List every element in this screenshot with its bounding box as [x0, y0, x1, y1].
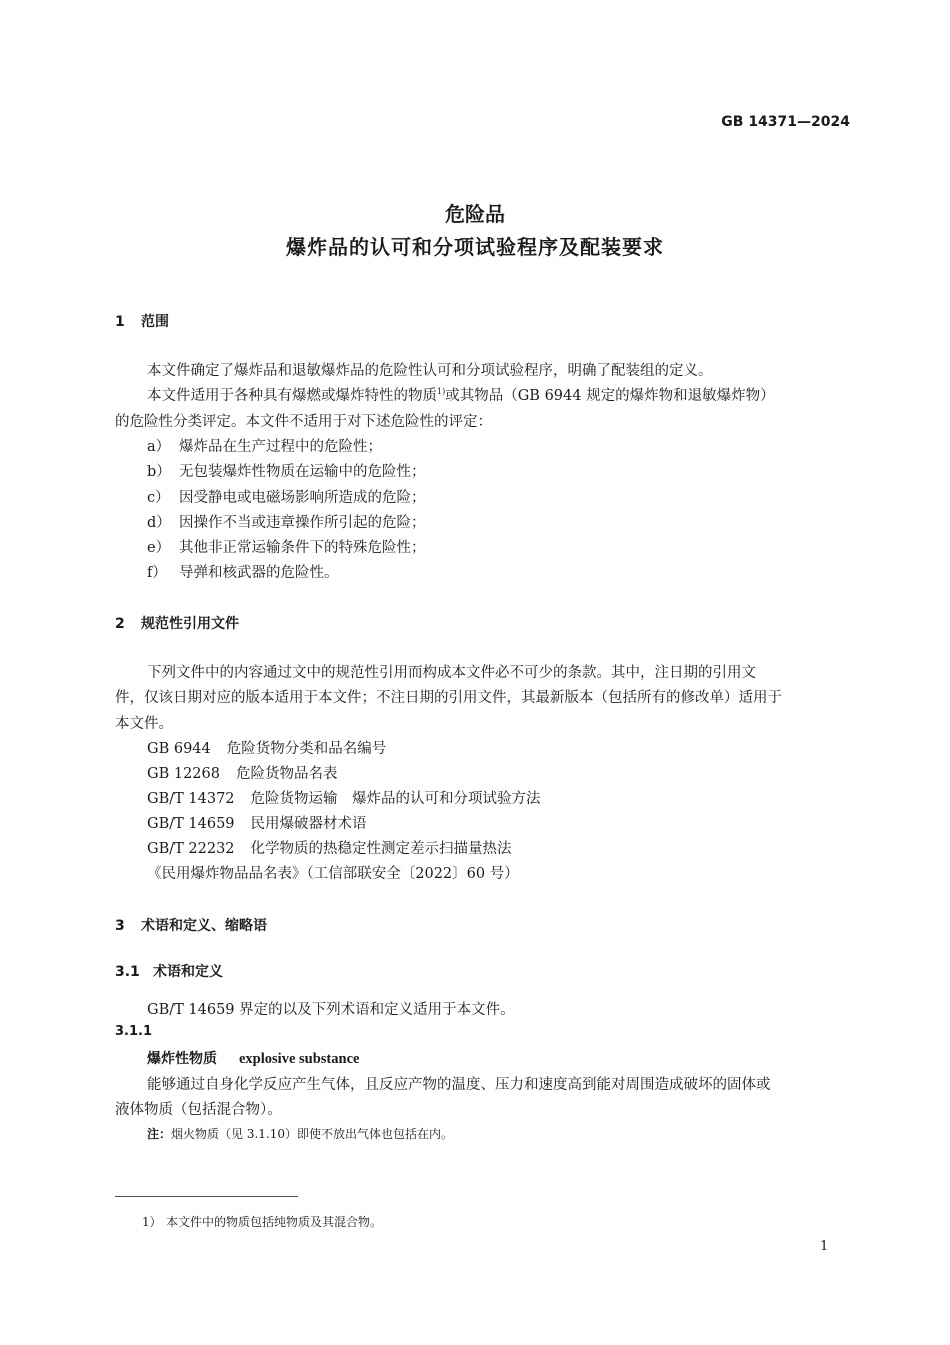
subsection-title: 术语和定义: [153, 964, 223, 980]
term-en: explosive substance: [239, 1051, 360, 1067]
section-2-heading: [115, 613, 239, 633]
list-label: f）: [147, 565, 167, 581]
reference-title: 化学物质的热稳定性测定差示扫描量热法: [250, 841, 512, 857]
subsection-heading: [115, 961, 223, 981]
reference-code: GB 12268: [147, 766, 220, 782]
paragraph: [147, 384, 775, 405]
list-text: 无包装爆炸性物质在运输中的危险性；: [179, 464, 426, 480]
section-title: 术语和定义、缩略语: [141, 918, 267, 934]
reference-code: GB/T 14659: [147, 816, 235, 832]
list-item: [147, 511, 426, 532]
list-item: [147, 561, 339, 582]
footnote-text: 本文件中的物质包括纯物质及其混合物。: [166, 1215, 383, 1229]
list-item: [147, 460, 426, 481]
footnote: [142, 1213, 382, 1230]
page-number: 1: [820, 1239, 829, 1254]
reference-code: GB/T 22232: [147, 841, 235, 857]
reference-item: [147, 787, 541, 808]
footnote-mark: 1）: [142, 1215, 162, 1229]
reference-item: [147, 762, 337, 783]
list-item: [147, 536, 426, 557]
reference-item: [147, 837, 512, 858]
term-heading: [147, 1048, 359, 1068]
term-number: 3.1.1: [115, 1024, 153, 1039]
section-title: 范围: [141, 314, 169, 330]
paragraph: 下列文件中的内容通过文中的规范性引用而构成本文件必不可少的条款。其中，注日期的引用文: [147, 665, 756, 681]
section-title: 规范性引用文件: [141, 616, 239, 632]
text: 或其物品（GB 6944 规定的爆炸物和退敏爆炸物）: [445, 388, 775, 404]
section-1-heading: [115, 311, 169, 331]
list-item: [147, 435, 382, 456]
reference-item: 《民用爆炸物品品名表》（工信部联安全〔2022〕60 号）: [147, 866, 519, 882]
text: 本文件适用于各种具有爆燃或爆炸特性的物质: [147, 388, 437, 404]
paragraph-continuation: 件，仅该日期对应的版本适用于本文件；不注日期的引用文件，其最新版本（包括所有的修改单）适用于: [115, 690, 782, 706]
reference-item: [147, 812, 367, 833]
list-text: 爆炸品在生产过程中的危险性；: [179, 439, 382, 455]
list-label: c）: [147, 490, 170, 506]
reference-title: 危险货物运输 爆炸品的认可和分项试验方法: [250, 791, 541, 807]
reference-code: GB 6944: [147, 741, 211, 757]
list-label: b）: [147, 464, 171, 480]
list-text: 其他非正常运输条件下的特殊危险性；: [179, 540, 426, 556]
section-3-heading: [115, 915, 267, 935]
reference-item: [147, 737, 386, 758]
reference-title: 民用爆破器材术语: [250, 816, 367, 832]
list-item: [147, 486, 426, 507]
reference-title: 危险货物分类和品名编号: [226, 741, 387, 757]
footnote-separator: [115, 1196, 298, 1197]
paragraph-continuation: 本文件。: [115, 716, 173, 732]
footnote-ref: 1): [437, 387, 446, 396]
note-label: 注：: [147, 1127, 172, 1141]
paragraph-continuation: 的危险性分类评定。本文件不适用于对下述危险性的评定：: [115, 414, 492, 430]
list-text: 因操作不当或违章操作所引起的危险；: [179, 515, 426, 531]
section-number: 3: [115, 918, 125, 934]
note-text: 烟火物质（见 3.1.10）即使不放出气体也包括在内。: [171, 1127, 453, 1141]
paragraph: GB/T 14659 界定的以及下列术语和定义适用于本文件。: [147, 1002, 515, 1018]
reference-code: GB/T 14372: [147, 791, 235, 807]
note: [147, 1125, 453, 1142]
term-definition: 能够通过自身化学反应产生气体，且反应产物的温度、压力和速度高到能对周围造成破坏的固体或: [147, 1077, 771, 1093]
term-zh: 爆炸性物质: [147, 1051, 217, 1067]
section-number: 2: [115, 616, 125, 632]
list-label: e）: [147, 540, 171, 556]
paragraph: 本文件确定了爆炸品和退敏爆炸品的危险性认可和分项试验程序，明确了配装组的定义。: [147, 363, 713, 379]
section-number: 1: [115, 314, 125, 330]
reference-title: 危险货物品名表: [235, 766, 338, 782]
standard-code: GB 14371—2024: [721, 114, 850, 130]
list-label: d）: [147, 515, 171, 531]
list-text: 因受静电或电磁场影响所造成的危险；: [179, 490, 426, 506]
term-definition-continuation: 液体物质（包括混合物）。: [115, 1102, 282, 1118]
list-text: 导弹和核武器的危险性。: [179, 565, 339, 581]
title-line-1: 危险品: [445, 202, 505, 226]
subsection-number: 3.1: [115, 964, 140, 980]
list-label: a）: [147, 439, 171, 455]
title-line-2: 爆炸品的认可和分项试验程序及配装要求: [286, 235, 664, 259]
